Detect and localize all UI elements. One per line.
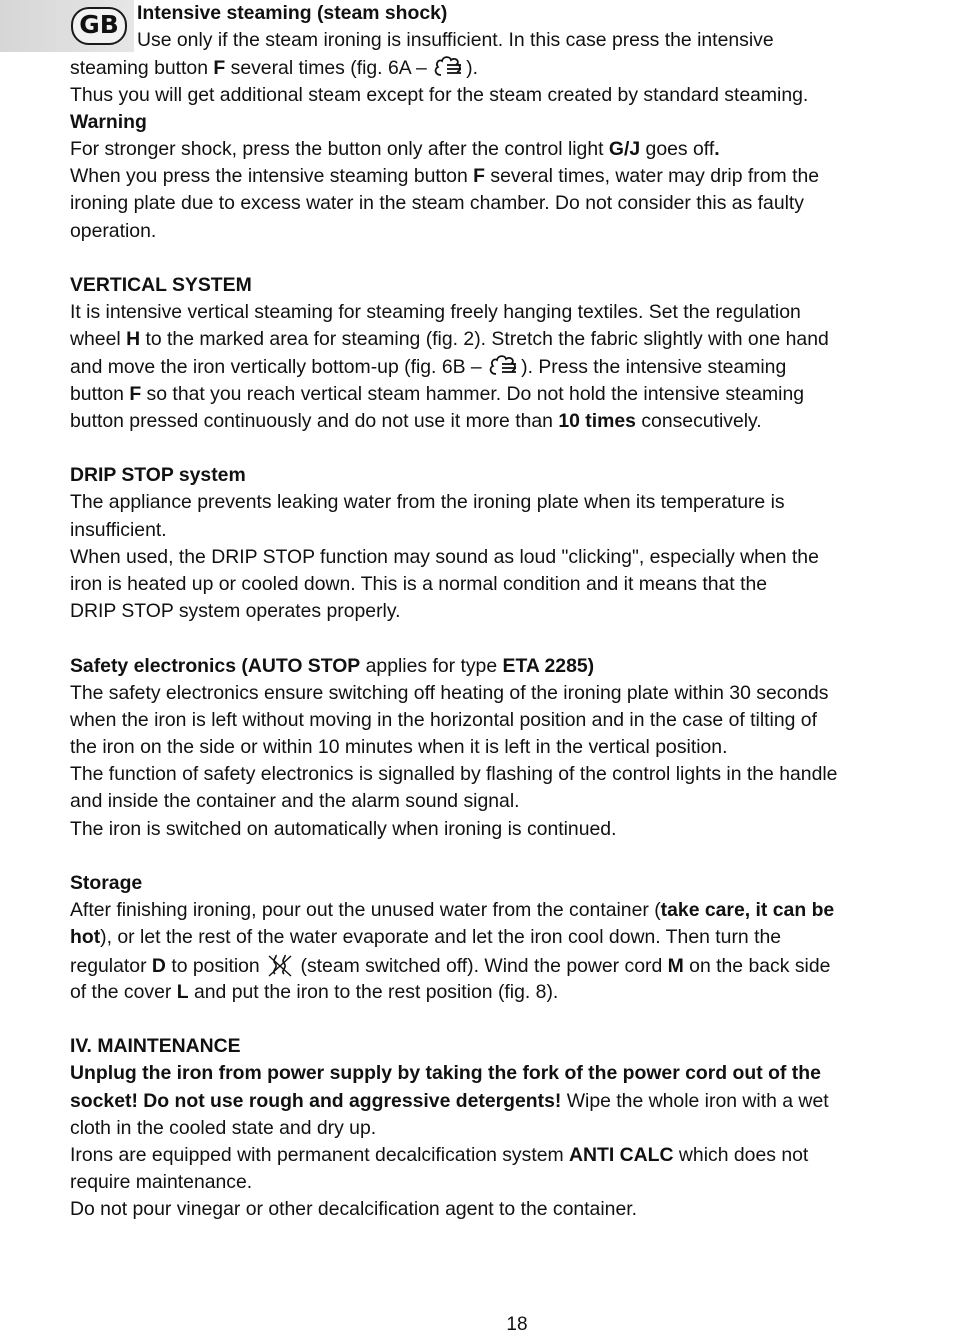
paragraph-line: iron is heated up or cooled down. This is a normal condition and it means that the (70, 572, 768, 595)
paragraph-line: Irons are equipped with permanent decalcification system ANTI CALC which does not (70, 1143, 809, 1166)
paragraph-line: insufficient. (70, 518, 167, 541)
paragraph-line: and move the iron vertically bottom-up (fig. 6B – ). Press the intensive steaming (70, 353, 958, 380)
section-title-safety-electronics: Safety electronics (AUTO STOP applies for type ETA 2285) (70, 654, 595, 677)
paragraph-line: require maintenance. (70, 1171, 253, 1194)
warning-heading: Warning (70, 110, 147, 133)
paragraph-line: button pressed continuously and do not use it more than 10 times consecutively. (70, 409, 762, 432)
paragraph-line: the iron on the side or within 10 minutes when it is left in the vertical position. (70, 736, 728, 759)
section-title-maintenance: IV. MAINTENANCE (70, 1035, 241, 1058)
section-title-storage: Storage (70, 872, 143, 894)
paragraph-line: cloth in the cooled state and dry up. (70, 1116, 377, 1139)
paragraph-line: When used, the DRIP STOP function may sound as loud "clicking", especially when the (70, 545, 819, 568)
paragraph-line: operation. (70, 219, 157, 242)
paragraph-line: and inside the container and the alarm sound signal. (70, 790, 520, 813)
paragraph-line: of the cover L and put the iron to the rest position (fig. 8). (70, 980, 559, 1003)
paragraph-line: steaming button F several times (fig. 6A – ). (70, 54, 958, 81)
paragraph-line: For stronger shock, press the button only after the control light G/J goes off. (70, 137, 720, 160)
paragraph-line: Unplug the iron from power supply by taking the fork of the power cord out of the (70, 1062, 821, 1085)
paragraph-line: Use only if the steam ironing is insufficient. In this case press the intensive (137, 29, 774, 52)
paragraph-line: socket! Do not use rough and aggressive detergents! Wipe the whole iron with a wet (70, 1089, 829, 1112)
paragraph-line: When you press the intensive steaming button F several times, water may drip from the (70, 165, 820, 188)
paragraph-line: hot), or let the rest of the water evaporate and let the iron cool down. Then turn the (70, 926, 782, 949)
page-content (70, 0, 958, 1223)
paragraph-line: Thus you will get additional steam except for the steam created by standard steaming. (70, 83, 809, 106)
paragraph-line: when the iron is left without moving in the horizontal position and in the case of tilting of (70, 708, 817, 731)
section-title-intensive-steaming: Intensive steaming (steam shock) (137, 2, 448, 24)
paragraph-line: After finishing ironing, pour out the unused water from the container (take care, it can be (70, 899, 835, 922)
paragraph-line: wheel H to the marked area for steaming (fig. 2). Stretch the fabric slightly with one hand (70, 328, 829, 351)
paragraph-line: button F so that you reach vertical steam hammer. Do not hold the intensive steaming (70, 382, 805, 405)
paragraph-line: The appliance prevents leaking water from the ironing plate when its temperature is (70, 491, 785, 514)
language-badge: GB (71, 7, 127, 45)
paragraph-line: It is intensive vertical steaming for steaming freely hanging textiles. Set the regulation (70, 301, 801, 324)
paragraph-line: The iron is switched on automatically when ironing is continued. (70, 817, 617, 840)
paragraph-line: Do not pour vinegar or other decalcification agent to the container. (70, 1198, 637, 1221)
paragraph-line: regulator D to position (steam switched off). Wind the power cord M on the back side (70, 952, 958, 979)
paragraph-line: The function of safety electronics is signalled by flashing of the control lights in the handle (70, 763, 838, 786)
section-title-vertical-system: VERTICAL SYSTEM (70, 273, 252, 296)
section-title-drip-stop: DRIP STOP system (70, 464, 246, 487)
paragraph-line: DRIP STOP system operates properly. (70, 600, 401, 623)
paragraph-line: ironing plate due to excess water in the steam chamber. Do not consider this as faulty (70, 192, 805, 215)
paragraph-line: The safety electronics ensure switching off heating of the ironing plate within 30 seconds (70, 681, 829, 704)
page-number: 18 (506, 1314, 528, 1335)
